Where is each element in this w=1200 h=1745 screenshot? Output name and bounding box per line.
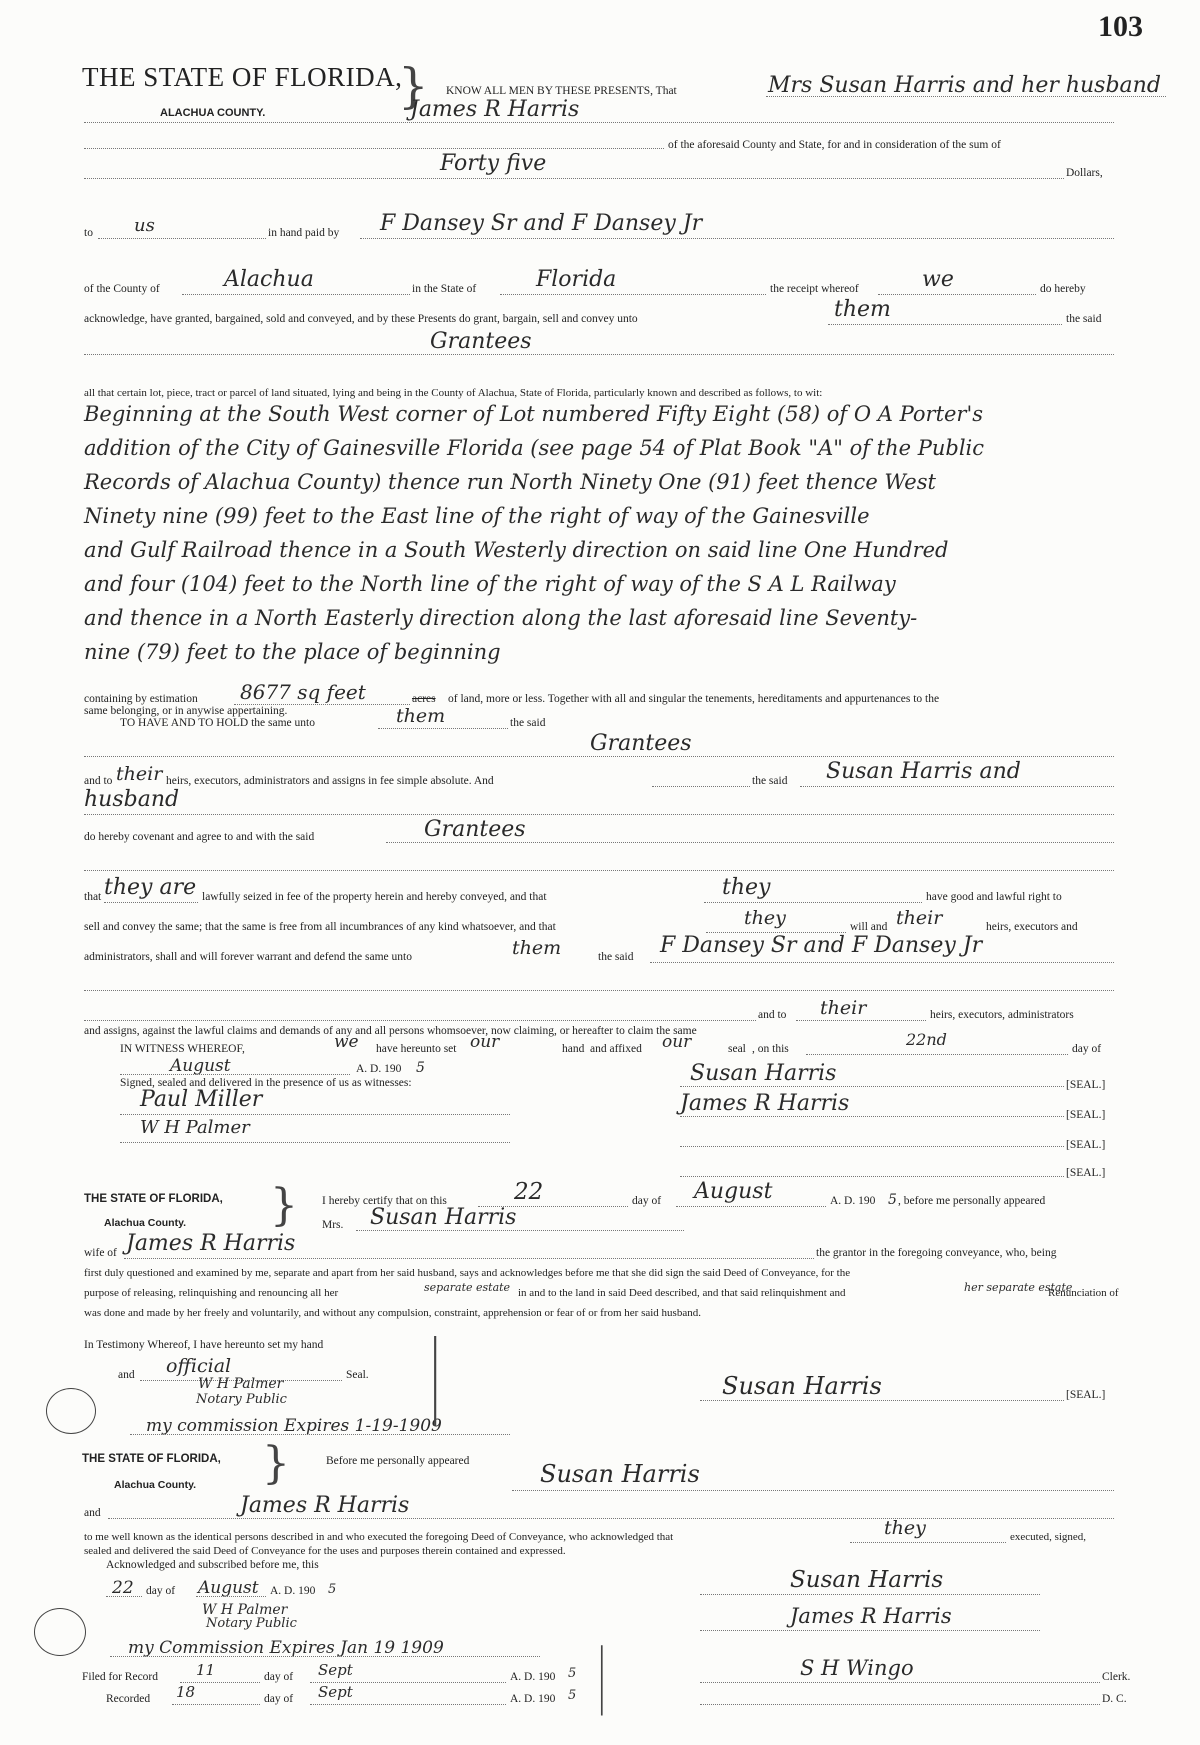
ack1-wife-of-text: wife of [84,1247,117,1259]
rule [84,354,1114,355]
filed-month-handwriting: Sept [318,1661,353,1679]
rule [120,1142,510,1143]
ack1-state: THE STATE OF FLORIDA, [84,1193,223,1205]
rule [700,1400,1064,1401]
rule [196,1596,266,1597]
rule [700,1682,1100,1683]
rule [700,1594,1040,1595]
that-handwriting: they are [104,875,197,900]
know-all-text: KNOW ALL MEN BY THESE PRESENTS, That [446,85,677,97]
rule [878,294,1036,295]
the-said-text-4: the said [598,951,634,963]
unto-handwriting: them [834,297,891,322]
the-said-text-2: the said [510,717,546,729]
witness-handwriting: we [334,1032,359,1052]
description-line-3: Records of Alachua County) thence run North Ninety One (91) feet thence West [84,470,936,494]
grantor-handwriting-2: James R Harris [410,97,580,122]
and-to-handwriting: their [116,763,163,785]
description-line-4: Ninety nine (99) feet to the East line of the right of way of the Gainesville [84,504,870,528]
rule [110,1656,540,1657]
seized-handwriting: they [722,875,771,900]
rule [84,990,1114,991]
rule [700,1704,1100,1705]
in-state-text: in the State of [412,283,477,295]
filed-day-of-text: day of [264,1671,294,1683]
that-text: that [84,891,102,903]
filed-day-handwriting: 11 [196,1661,216,1679]
ack1-day-of-text: day of [632,1195,662,1207]
rec-month-handwriting: Sept [318,1683,353,1701]
ack1-county: Alachua County. [104,1217,187,1229]
seal-label-3: [SEAL.] [1066,1139,1106,1151]
seal-label-1: [SEAL.] [1066,1079,1106,1091]
dollars-text: Dollars, [1066,167,1103,179]
husband-handwriting: husband [84,787,180,812]
rule [680,1146,1064,1147]
clerk-text: Clerk. [1102,1671,1131,1683]
rule [800,786,1114,787]
rule [850,1542,1006,1543]
day-of-text: day of [1072,1043,1102,1055]
ack2-day-of-text: day of [146,1585,176,1597]
belonging-text: same belonging, or in anywise appertaining. [84,705,288,717]
covenant-handwriting: Grantees [424,817,526,842]
ack2-month-handwriting: August [198,1578,259,1598]
ack2-line2: sealed and delivered the said Deed of Conveyance for the uses and purposes therein contained and expressed. [84,1545,566,1557]
rule [98,238,266,239]
affixed-text: and affixed [590,1043,642,1055]
ack1-before-text: , before me personally appeared [898,1195,1046,1207]
admin-handwriting-2: F Dansey Sr and F Dansey Jr [660,933,983,958]
administrators-text: administrators, shall and will forever warrant and defend the same unto [84,951,412,963]
to-have-text: TO HAVE AND TO HOLD the same unto [120,717,315,729]
ack1-day-handwriting: 22 [514,1179,544,1205]
receipt-handwriting: we [922,267,954,292]
rule [84,756,1114,757]
ack1-mrs-handwriting: Susan Harris [370,1205,517,1230]
ack2-executed-text: executed, signed, [1010,1531,1087,1543]
ack1-brace: } [270,1180,298,1231]
paid-by-text: in hand paid by [268,227,340,239]
to-have-handwriting: them [396,705,446,727]
set-handwriting: our [470,1032,500,1052]
rule [676,1206,826,1207]
ad-text: A. D. 190 [356,1063,402,1075]
county-handwriting: Alachua [224,267,314,292]
description-line-1: Beginning at the South West corner of Lot numbered Fifty Eight (58) of O A Porter's [84,402,984,426]
rule [130,1434,510,1435]
rule [120,1114,510,1115]
sell-text: sell and convey the same; that the same is free from all incumbrances of any kind whatsoever, and that [84,921,556,933]
rule [356,1230,684,1231]
rule [766,96,1166,97]
signed-text: Signed, sealed and delivered in the presence of us as witnesses: [120,1077,412,1089]
rec-day-handwriting: 18 [176,1683,196,1701]
rec-year-handwriting: 5 [568,1688,577,1703]
ack2-signature-2: James R Harris [790,1604,952,1628]
ack1-notary-title: Notary Public [196,1392,287,1407]
said-handwriting: Susan Harris and [826,759,1021,784]
sell-handwriting: they [744,907,786,929]
ack2-line1-handwriting: they [884,1517,926,1539]
signature-1-handwriting: Susan Harris [690,1061,837,1086]
rule [84,122,1114,123]
affixed-handwriting: our [662,1032,692,1052]
rule [360,238,1114,239]
paid-by-handwriting: F Dansey Sr and F Dansey Jr [380,211,703,236]
ack2-day-handwriting: 22 [112,1578,134,1598]
seals-text: seal [728,1043,746,1055]
ack1-separate-estate-2: her separate estate [964,1281,1073,1294]
acres-text: acres [412,693,436,705]
ack2-and-text: and [84,1507,101,1519]
ack1-testimony-brace: | [430,1322,440,1427]
have-set-text: have hereunto set [376,1043,457,1055]
page-number: 103 [1098,10,1143,43]
rule [84,178,1064,179]
filing-brace: | [598,1634,606,1716]
do-hereby-text: do hereby [1040,283,1086,295]
ack2-year-handwriting: 5 [328,1582,337,1597]
receipt-text: the receipt whereof [770,283,859,295]
rule [806,1054,1068,1055]
rule [650,962,1114,963]
ack2-notary-title: Notary Public [206,1616,297,1631]
ack1-line2: purpose of releasing, relinquishing and renouncing all her [84,1287,339,1299]
ack1-commission-handwriting: my commission Expires 1-19-1909 [146,1416,442,1436]
rule [378,728,508,729]
rule [120,1074,350,1075]
rule [108,1518,1114,1519]
header-brace: } [398,58,429,114]
hands-text: hand [562,1043,585,1055]
will-and-text: will and [850,921,888,933]
and-to-text: and to [84,775,113,787]
grantor-handwriting: Mrs Susan Harris and her husband [768,73,1161,98]
ack2-line1: to me well known as the identical persons described in and who executed the foregoing Deed of Conveyance, who acknowledged that [84,1531,674,1543]
rule [700,1630,1040,1631]
witness-1-handwriting: Paul Miller [140,1087,263,1112]
witness-text: IN WITNESS WHEREOF, [120,1043,245,1055]
ack2-before-text: Before me personally appeared [326,1455,470,1467]
recorded-text: Recorded [106,1693,151,1705]
description-intro: all that certain lot, piece, tract or parcel of land situated, lying and being in the County of Alachua, State of Florida, particularly known and described as follows, to wit: [84,387,823,399]
rule [828,324,1062,325]
have-good-text: have good and lawful right to [926,891,1062,903]
description-line-2: addition of the City of Gainesville Florida (see page 54 of Plat Book "A" of the Public [84,436,985,460]
on-this-text: , on this [752,1043,789,1055]
rule [106,1596,142,1597]
heirs-text-2: heirs, executors and [986,921,1078,933]
ack2-signature-1: Susan Harris [790,1567,944,1593]
ack1-line2b: in and to the land in said Deed described, and that said relinquishment and [518,1287,846,1299]
month-handwriting: August [170,1056,231,1076]
rule [512,1490,1114,1491]
day-handwriting: 22nd [906,1030,947,1049]
rule [680,1086,1064,1087]
ack1-line1: first duly questioned and examined by me, separate and apart from her said husband, says and acknowledges before me that she did sign the said Deed of Conveyance, for the [84,1267,851,1279]
state-title: THE STATE OF FLORIDA, [82,62,403,92]
year-handwriting: 5 [416,1060,425,1076]
ack2-county: Alachua County. [114,1479,197,1491]
ack1-official-handwriting: official [166,1355,232,1377]
containing-handwriting: 8677 sq feet [240,680,366,704]
will-handwriting: their [896,907,943,929]
ack1-month-handwriting: August [694,1179,773,1204]
the-said-text-3: the said [752,775,788,787]
description-line-5: and Gulf Railroad thence in a South Westerly direction on said line One Hundred [84,538,949,562]
ack2-ad-text: A. D. 190 [270,1585,316,1597]
rule [182,294,410,295]
land-text: of land, more or less. Together with all and singular the tenements, hereditaments and appurtenances to the [448,693,940,705]
clerk-signature: S H Wingo [800,1656,914,1680]
containing-text: containing by estimation [84,693,198,705]
rule [84,814,1114,815]
ack2-brace: } [262,1438,290,1489]
ack1-and-text: and [118,1369,135,1381]
ack1-notary-name: W H Palmer [198,1376,284,1392]
rule [680,1176,1064,1177]
rule [500,294,766,295]
ack1-seal-text: Seal. [346,1369,369,1381]
rule [172,1704,260,1705]
rule [84,1020,756,1021]
rule [704,902,922,903]
assigns-text: and assigns, against the lawful claims and demands of any and all persons whomsoever, now claiming, or hereafter to claim the same [84,1025,697,1037]
ack2-notary-name: W H Palmer [202,1602,288,1618]
witness-2-handwriting: W H Palmer [140,1117,250,1138]
seized-text: lawfully seized in fee of the property herein and hereby conveyed, and that [202,891,547,903]
amount-handwriting: Forty five [440,151,547,176]
to-text: to [84,227,93,239]
heirs-text: heirs, executors, administrators and assigns in fee simple absolute. And [166,775,494,787]
and-to-text-2: and to [758,1009,787,1021]
admin-handwriting: them [512,937,562,959]
rule [104,902,198,903]
rule [680,1116,1064,1117]
rec-day-of-text: day of [264,1693,294,1705]
rule [84,870,1114,871]
ack2-and-handwriting: James R Harris [240,1493,410,1518]
ack1-seal-label: [SEAL.] [1066,1389,1106,1401]
rule [84,148,664,149]
and-to-handwriting-2: their [820,997,867,1019]
ack1-separate-estate: separate estate [424,1281,511,1294]
acknowledge-text: acknowledge, have granted, bargained, sold and conveyed, and by these Presents do grant, bargain, sell and convey unto [84,313,638,325]
rule [124,1258,814,1259]
seal-label-4: [SEAL.] [1066,1167,1106,1179]
the-said-text: the said [1066,313,1102,325]
rule [796,1020,926,1021]
filed-ad-text: A. D. 190 [510,1671,556,1683]
ack1-ad-text: A. D. 190 [830,1195,876,1207]
ack1-signature-handwriting: Susan Harris [722,1372,882,1400]
ack1-year-handwriting: 5 [888,1192,897,1208]
ack1-line3: was done and made by her freely and voluntarily, and without any compulsion, constraint, apprehension or fear of or from her said husband. [84,1307,701,1319]
county-heading: ALACHUA COUNTY. [160,107,266,119]
description-line-7: and thence in a North Easterly direction along the last aforesaid line Seventy- [84,606,918,630]
rule [386,842,1114,843]
ack1-line2c: Renunciation of [1048,1287,1119,1299]
state-handwriting: Florida [536,267,617,292]
dc-text: D. C. [1102,1693,1127,1705]
description-line-8: nine (79) feet to the place of beginning [84,640,501,664]
ack2-state: THE STATE OF FLORIDA, [82,1453,221,1465]
ack2-before-handwriting: Susan Harris [540,1460,700,1488]
seal-label-2: [SEAL.] [1066,1109,1106,1121]
ack1-grantor-text: the grantor in the foregoing conveyance, who, being [816,1247,1057,1259]
ack1-testimony-text: In Testimony Whereof, I have hereunto set my hand [84,1339,324,1351]
consideration-text: of the aforesaid County and State, for and in consideration of the sum of [668,139,1001,151]
description-line-6: and four (104) feet to the North line of the right of way of the S A L Railway [84,572,896,596]
notary-seal-icon-2 [34,1608,86,1656]
of-county-text: of the County of [84,283,160,295]
rule [310,1704,506,1705]
ack2-subscribed-text: Acknowledged and subscribed before me, this [106,1559,319,1571]
to-handwriting: us [134,215,155,236]
ack1-wife-handwriting: James R Harris [126,1231,296,1256]
filed-year-handwriting: 5 [568,1666,577,1681]
filed-text: Filed for Record [82,1671,159,1683]
notary-seal-icon [46,1388,96,1434]
rule [652,786,750,787]
ack1-certify-text: I hereby certify that on this [322,1195,447,1207]
heirs-text-3: heirs, executors, administrators [930,1009,1074,1021]
grantees-handwriting-2: Grantees [590,731,692,756]
signature-2-handwriting: James R Harris [680,1091,850,1116]
ack2-commission-handwriting: my Commission Expires Jan 19 1909 [128,1638,444,1658]
rec-ad-text: A. D. 190 [510,1693,556,1705]
grantees-handwriting: Grantees [430,329,532,354]
ack1-mrs-text: Mrs. [322,1219,344,1231]
covenant-text: do hereby covenant and agree to and with the said [84,831,315,843]
